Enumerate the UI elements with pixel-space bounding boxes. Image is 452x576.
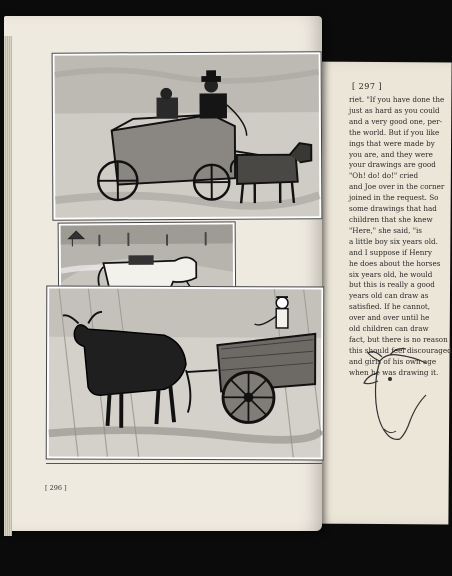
right-page-text-line: the world. But if you like [349, 127, 440, 137]
ox-cart-drawing [46, 286, 325, 461]
right-page-text-line: joined in the request. So [349, 193, 439, 203]
right-page-text-line: fact, but there is no reason [349, 334, 448, 344]
panel-bottom-rule [46, 463, 322, 464]
right-page-text-line: six years old, he would [349, 269, 433, 279]
right-page-text-line: he does about the horses [349, 258, 441, 268]
right-page-text-line: and a very good one, per- [349, 116, 443, 126]
cow-head-sketch [360, 345, 432, 455]
right-page-text-line: this should feel discouraged [349, 345, 452, 355]
right-page-text-line: and I suppose if Henry [349, 247, 432, 257]
right-page-text-line: old children can draw [349, 324, 429, 334]
right-page-text-line: you are, and they were [349, 149, 433, 159]
right-page-text-line: a little boy six years old. [349, 236, 438, 246]
right-page-text-line: satisfied. If he cannot, [349, 302, 431, 312]
right-page-text-line: some drawings that had [349, 204, 437, 214]
right-page-text-line: over and over until he [349, 313, 430, 323]
right-page-text-line: and Joe over in the corner [349, 182, 445, 192]
page-edges [4, 36, 12, 536]
right-page-text-line: but this is really a good [349, 280, 435, 290]
right-page-text-line: when he was drawing it. [349, 367, 439, 377]
left-page-number: [ 296 ] [45, 484, 67, 492]
right-page-text-line: "Oh! do! do!" cried [349, 171, 419, 181]
right-page-number: [ 297 ] [352, 82, 383, 91]
wagon-drawing [52, 51, 323, 220]
right-page-text-line: riet. "If you have done the [349, 95, 445, 104]
right-page-text-line: years old can draw as [349, 291, 429, 301]
right-page-text-line: children that she knew [349, 214, 433, 224]
right-page-text-line: and girls of his own age [349, 356, 437, 366]
right-page-text [349, 95, 452, 379]
right-page-text-line: ings that were made by [349, 138, 435, 148]
right-page-text-line: just as hard as you could [349, 105, 440, 115]
right-page-text-line: your drawings are good [349, 160, 436, 170]
right-page-text-line: "Here," she said, "is [349, 225, 422, 235]
